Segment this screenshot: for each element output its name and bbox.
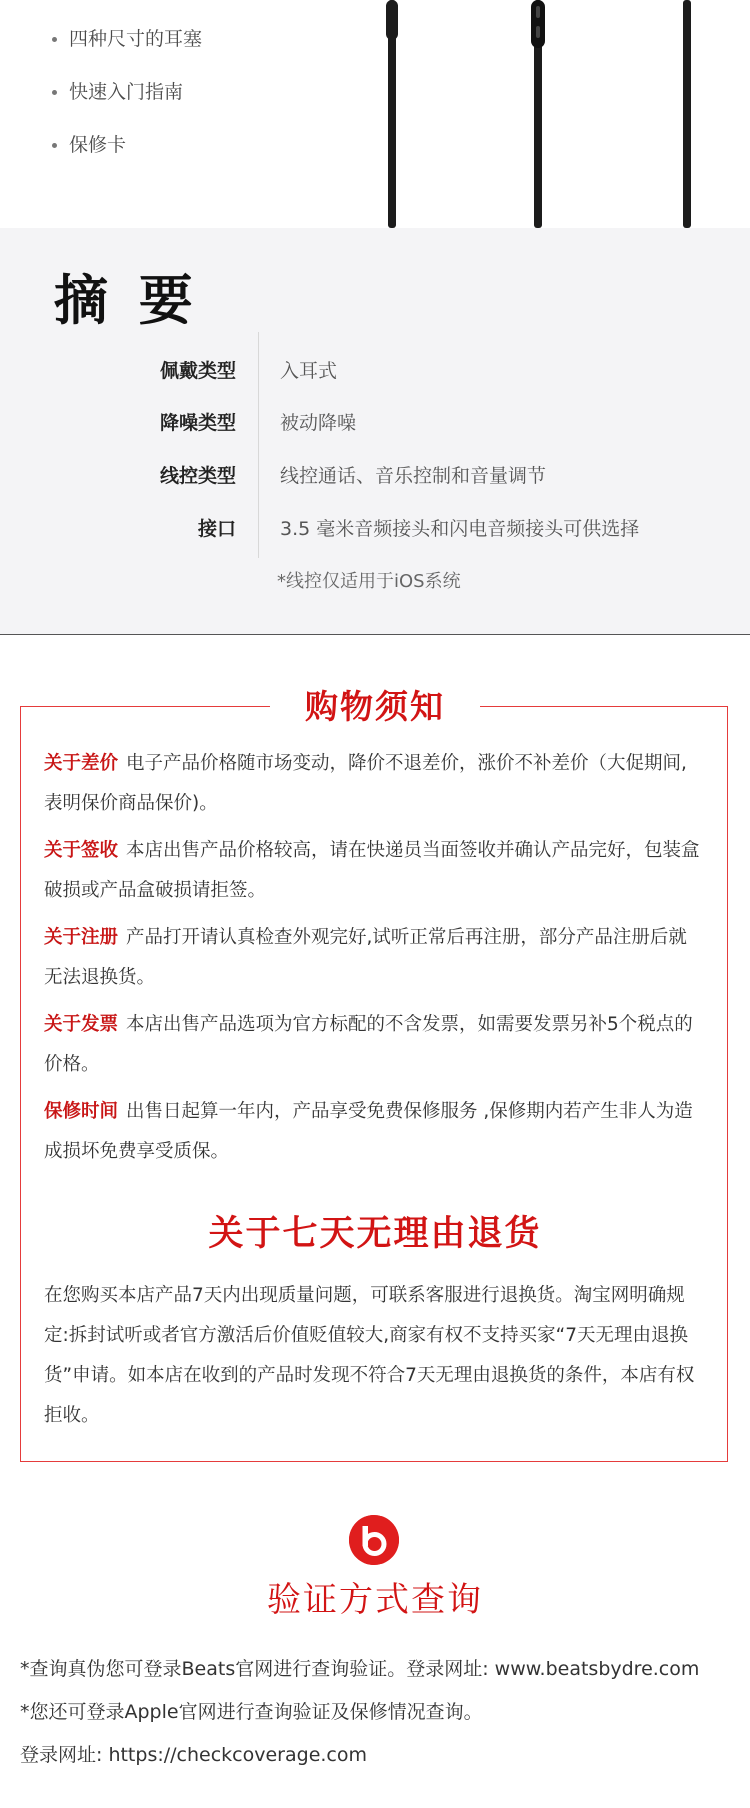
rule-item <box>44 744 704 824</box>
list-item: 快速入门指南 <box>52 73 202 126</box>
package-contents-list <box>52 20 202 179</box>
rule-text: 电子产品价格随市场变动，降价不退差价，涨价不补差价（大促期间,表明保价商品保价)。 <box>44 753 687 814</box>
beats-logo-icon <box>349 1515 399 1565</box>
spec-value: 线控通话、音乐控制和音量调节 <box>280 465 547 487</box>
rule-item <box>44 1092 704 1172</box>
rule-item <box>44 1005 704 1085</box>
package-contents-section <box>0 0 750 228</box>
rule-text: 本店出售产品价格较高，请在快递员当面签收并确认产品完好，包装盒破损或产品盒破损请拒签。 <box>44 840 700 901</box>
rule-item <box>44 831 704 911</box>
verify-line: *查询真伪您可登录Beats官网进行查询验证。登录网址: www.beatsbydre.com <box>20 1658 700 1680</box>
spec-label: 线控类型 <box>159 465 236 487</box>
refund-text: 在您购买本店产品7天内出现质量问题，可联系客服进行退换货。淘宝网明确规定:拆封试听或者官方激活后价值贬值较大,商家有权不支持买家“7天无理由退换货”申请。如本店在收到的产品时发现不符合7天无理由退换货的条件，本店有权拒收。 <box>44 1285 695 1426</box>
bullet-icon <box>52 90 57 95</box>
rule-item <box>44 918 704 998</box>
bullet-icon <box>52 143 57 148</box>
list-item: 保修卡 <box>52 126 202 179</box>
rule-text: 产品打开请认真检查外观完好,试听正常后再注册，部分产品注册后就无法退换货。 <box>44 927 687 988</box>
spec-divider <box>258 332 259 558</box>
summary-title: 摘 要 <box>54 269 199 332</box>
spec-value: 3.5 毫米音频接头和闪电音频接头可供选择 <box>280 518 640 540</box>
rule-key: 关于差价 <box>44 753 119 774</box>
verify-title: 验证方式查询 <box>267 1580 483 1620</box>
spec-value: 入耳式 <box>280 360 338 382</box>
spec-value: 被动降噪 <box>280 412 357 434</box>
shopping-title-wrap <box>270 685 480 729</box>
rule-key: 关于发票 <box>44 1014 119 1035</box>
spec-label: 降噪类型 <box>159 412 236 434</box>
list-item: 四种尺寸的耳塞 <box>52 20 202 73</box>
rule-key: 关于签收 <box>44 840 119 861</box>
spec-label: 佩戴类型 <box>159 360 236 382</box>
rule-key: 保修时间 <box>44 1101 119 1122</box>
verify-line: *您还可登录Apple官网进行查询验证及保修情况查询。 <box>20 1701 483 1723</box>
refund-title: 关于七天无理由退货 <box>208 1214 542 1254</box>
spec-note: *线控仅适用于iOS系统 <box>277 571 461 592</box>
rule-text: 本店出售产品选项为官方标配的不含发票，如需要发票另补5个税点的价格。 <box>44 1014 693 1075</box>
rule-key: 关于注册 <box>44 927 119 948</box>
shopping-title: 购物须知 <box>305 687 445 726</box>
rule-text: 出售日起算一年内，产品享受免费保修服务 ,保修期内若产生非人为造成损坏免费享受质保。 <box>44 1101 693 1162</box>
spec-label: 接口 <box>197 518 236 540</box>
bullet-icon <box>52 37 57 42</box>
verify-line: 登录网址: https://checkcoverage.com <box>20 1744 368 1766</box>
